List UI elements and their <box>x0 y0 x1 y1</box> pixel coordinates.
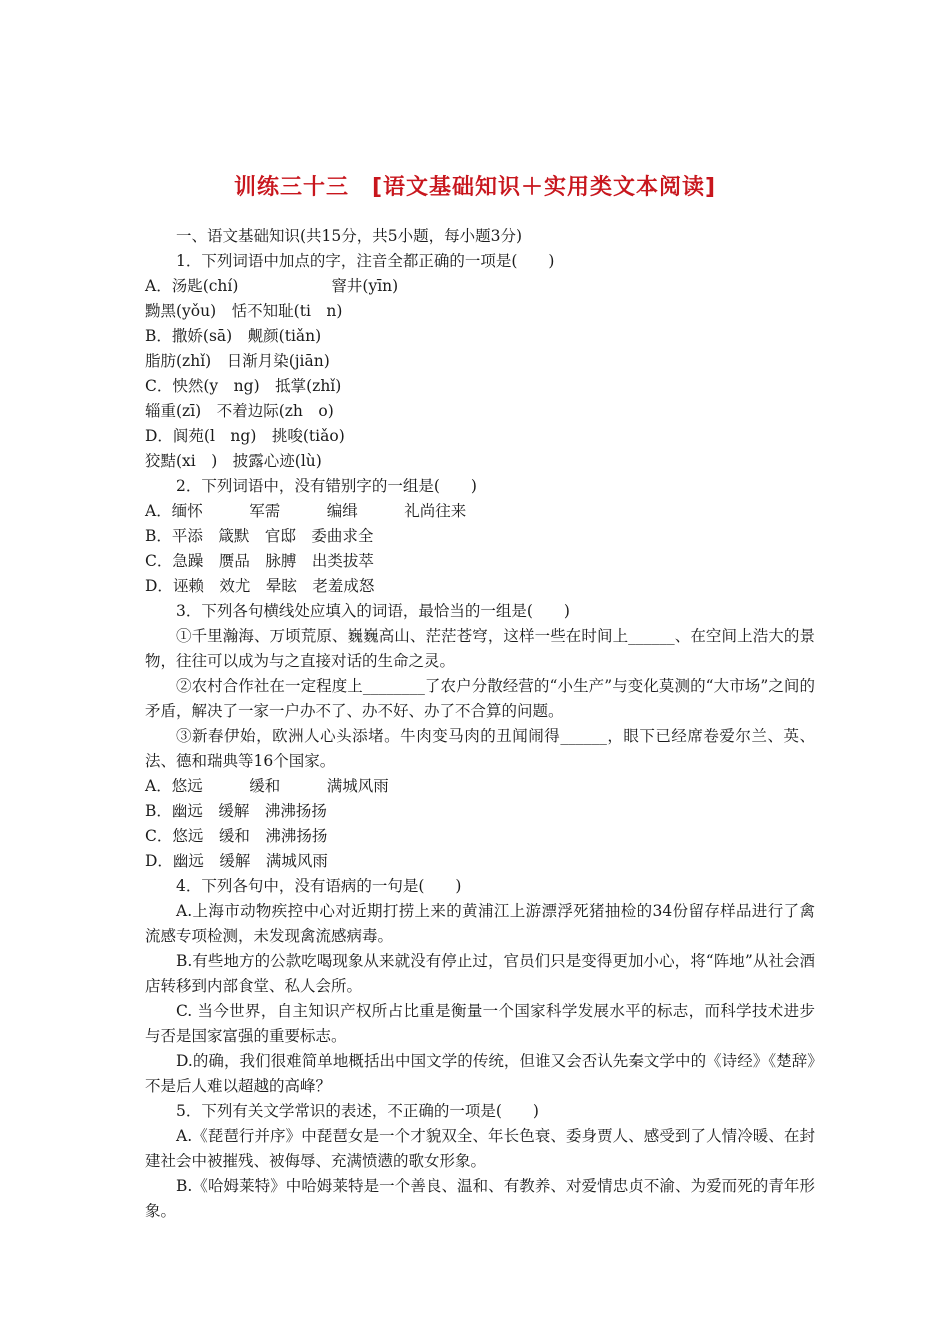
question-5-option: B.《哈姆莱特》中哈姆莱特是一个善良、温和、有教养、对爱情忠贞不渝、为爱而死的青年形象。 <box>145 1177 815 1220</box>
question-4-option: A.上海市动物疾控中心对近期打捞上来的黄浦江上游漂浮死猪抽检的34份留存样品进行了禽流感专项检测，未发现禽流感病毒。 <box>145 902 815 945</box>
question-3-sentence: ①千里瀚海、万顷荒原、巍巍高山、茫茫苍穹，这样一些在时间上______、在空间上浩大的景物，往往可以成为与之直接对话的生命之灵。 <box>145 627 815 670</box>
question-1-line: D．阆苑(l ng) 挑唆(tiǎo) <box>145 427 345 445</box>
question-3-option: B．幽远 缓解 沸沸扬扬 <box>145 802 327 820</box>
question-3-option: C．悠远 缓和 沸沸扬扬 <box>145 827 328 845</box>
question-1-line: C．怏然(y ng) 抵掌(zhǐ) <box>145 377 342 395</box>
question-1-line: 狡黠(xi ) 披露心迹(lù) <box>145 452 322 470</box>
question-3-stem: 3．下列各句横线处应填入的词语，最恰当的一组是( ) <box>176 602 570 620</box>
question-1-line: B．撒娇(sā) 觍颜(tiǎn) <box>145 327 322 345</box>
question-4-stem: 4．下列各句中，没有语病的一句是( ) <box>176 877 462 895</box>
question-4-option: D.的确，我们很难简单地概括出中国文学的传统，但谁又会否认先秦文学中的《诗经》《楚辞》不是后人难以超越的高峰？ <box>145 1052 815 1095</box>
question-3-option: A．悠远 缓和 满城风雨 <box>145 777 389 795</box>
question-1-line: 黝黑(yǒu) 恬不知耻(ti n) <box>145 302 343 320</box>
section-heading: 一、语文基础知识(共15分，共5小题，每小题3分) <box>176 227 523 245</box>
question-4-option: B.有些地方的公款吃喝现象从来就没有停止过，官员们只是变得更加小心，将“阵地”从社会酒店转移到内部食堂、私人会所。 <box>145 952 815 995</box>
page-title: 训练三十三 [语文基础知识＋实用类文本阅读] <box>233 175 717 200</box>
question-2-option: A．缅怀 军需 编缉 礼尚往来 <box>145 502 467 520</box>
question-1-line: 脂肪(zhǐ) 日渐月染(jiān) <box>145 352 330 370</box>
question-3-sentence: ②农村合作社在一定程度上________了农户分散经营的“小生产”与变化莫测的“大市场”之间的矛盾，解决了一家一户办不了、办不好、办了不合算的问题。 <box>145 677 815 720</box>
question-3-sentence: ③新春伊始，欧洲人心头添堵。牛肉变马肉的丑闻闹得______，眼下已经席卷爱尔兰、英、法、德和瑞典等16个国家。 <box>145 727 815 770</box>
question-3-option: D．幽远 缓解 满城风雨 <box>145 852 328 870</box>
question-2-option: C．急躁 赝品 脉膊 出类拔萃 <box>145 552 374 570</box>
question-1-stem: 1．下列词语中加点的字，注音全都正确的一项是( ) <box>176 252 555 270</box>
question-5-option: A.《琵琶行并序》中琵琶女是一个才貌双全、年长色衰、委身贾人、感受到了人情冷暖、在封建社会中被摧残、被侮辱、充满愤懑的歌女形象。 <box>145 1127 815 1170</box>
question-1-line: A．汤匙(chí) 窨井(yīn) <box>145 277 399 295</box>
question-4-option: C. 当今世界，自主知识产权所占比重是衡量一个国家科学发展水平的标志，而科学技术进步与否是国家富强的重要标志。 <box>145 1002 815 1045</box>
question-2-option: D．诬赖 效尤 晕眩 老羞成怒 <box>145 577 375 595</box>
question-2-stem: 2．下列词语中，没有错别字的一组是( ) <box>176 477 477 495</box>
question-1-line: 辎重(zī) 不着边际(zh o) <box>145 402 334 420</box>
document-body <box>145 224 815 1224</box>
question-5-stem: 5．下列有关文学常识的表述，不正确的一项是( ) <box>176 1102 539 1120</box>
question-2-option: B．平添 箴默 官邸 委曲求全 <box>145 527 374 545</box>
